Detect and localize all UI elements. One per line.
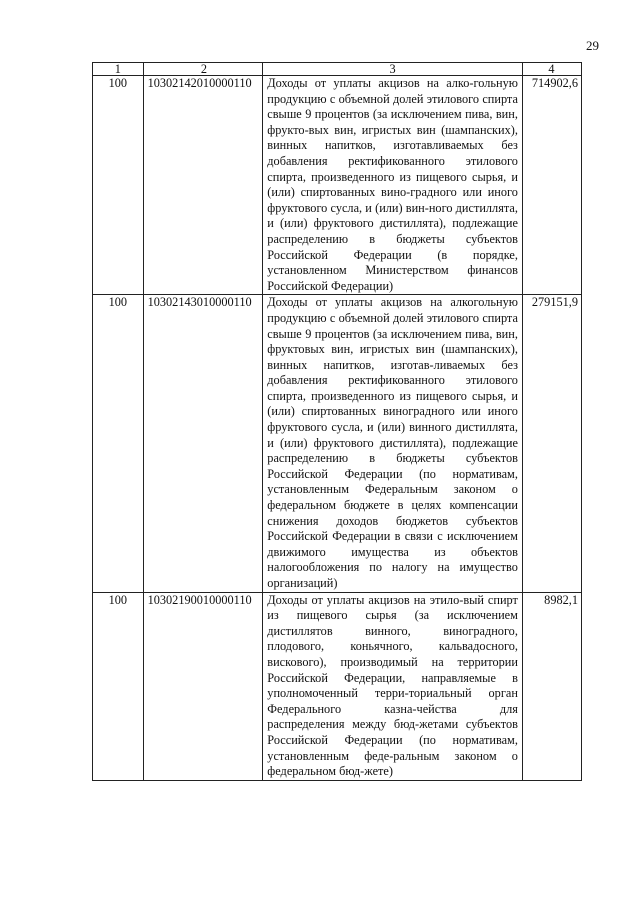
amount-cell: 279151,9 (522, 295, 581, 592)
admin-code-cell: 100 (93, 76, 144, 295)
header-col-1: 1 (93, 63, 144, 76)
table-row (93, 592, 582, 780)
admin-code-cell: 100 (93, 592, 144, 780)
budget-code-cell: 10302190010000110 (143, 592, 263, 780)
amount-cell: 714902,6 (522, 76, 581, 295)
table-header-row (93, 63, 582, 76)
header-col-2: 2 (143, 63, 263, 76)
table-row (93, 295, 582, 592)
amount-cell: 8982,1 (522, 592, 581, 780)
description-cell: Доходы от уплаты акцизов на этило-вый спирт из пищевого сырья (за исключением дистиллятов винного, виноградного, плодового, коньячного, кальвадосного, вискового), производимый на территории Российской Федерации, направляемые в уполномоченный терри-ториальный орган Федерального казна-чейства для распределения между бюд-жетами субъектов Российской Федерации (по нормативам, установленным феде-ральным законом о федеральном бюд-жете) (263, 592, 523, 780)
description-cell: Доходы от уплаты акцизов на алкогольную продукцию с объемной долей этилового спирта свыше 9 процентов (за исключением пива, вин, фруктовых вин, игристых вин (шампанских), винных напитков, изготав-ливаемых без добавления ректификованного этилового спирта, произведенного из пищевого сырья, и (или) спиртованных виноградного или иного фруктового сусла, и (или) винного дистиллята, и (или) фруктового дистиллята), подлежащие распределению в бюджеты субъектов Российской Федерации (по нормативам, установленным Федеральным законом о федеральном бюджете в целях компенсации снижения доходов бюджетов субъектов Российской Федерации в связи с исключением движимого имущества из объектов налогообложения по налогу на имущество организаций) (263, 295, 523, 592)
budget-code-cell: 10302143010000110 (143, 295, 263, 592)
header-col-3: 3 (263, 63, 523, 76)
table-row (93, 76, 582, 295)
admin-code-cell: 100 (93, 295, 144, 592)
budget-code-cell: 10302142010000110 (143, 76, 263, 295)
revenue-table (92, 62, 582, 781)
header-col-4: 4 (522, 63, 581, 76)
page-number: 29 (586, 38, 599, 53)
description-cell: Доходы от уплаты акцизов на алко-гольную продукцию с объемной долей этилового спирта свыше 9 процентов (за исключением пива, вин, фрукто-вых вин, игристых вин (шампанских), винных напитков, изготавливаемых без добавления ректификованного этилового спирта, произведенного из пищевого сырья, и (или) спиртованных вино-градного или иного фруктового сусла, и (или) вин-ного дистиллята, и (или) фруктового дистиллята), подлежащие распределению в бюджеты субъектов Российской Федерации (в порядке, установленном Министерством финансов Российской Федерации) (263, 76, 523, 295)
